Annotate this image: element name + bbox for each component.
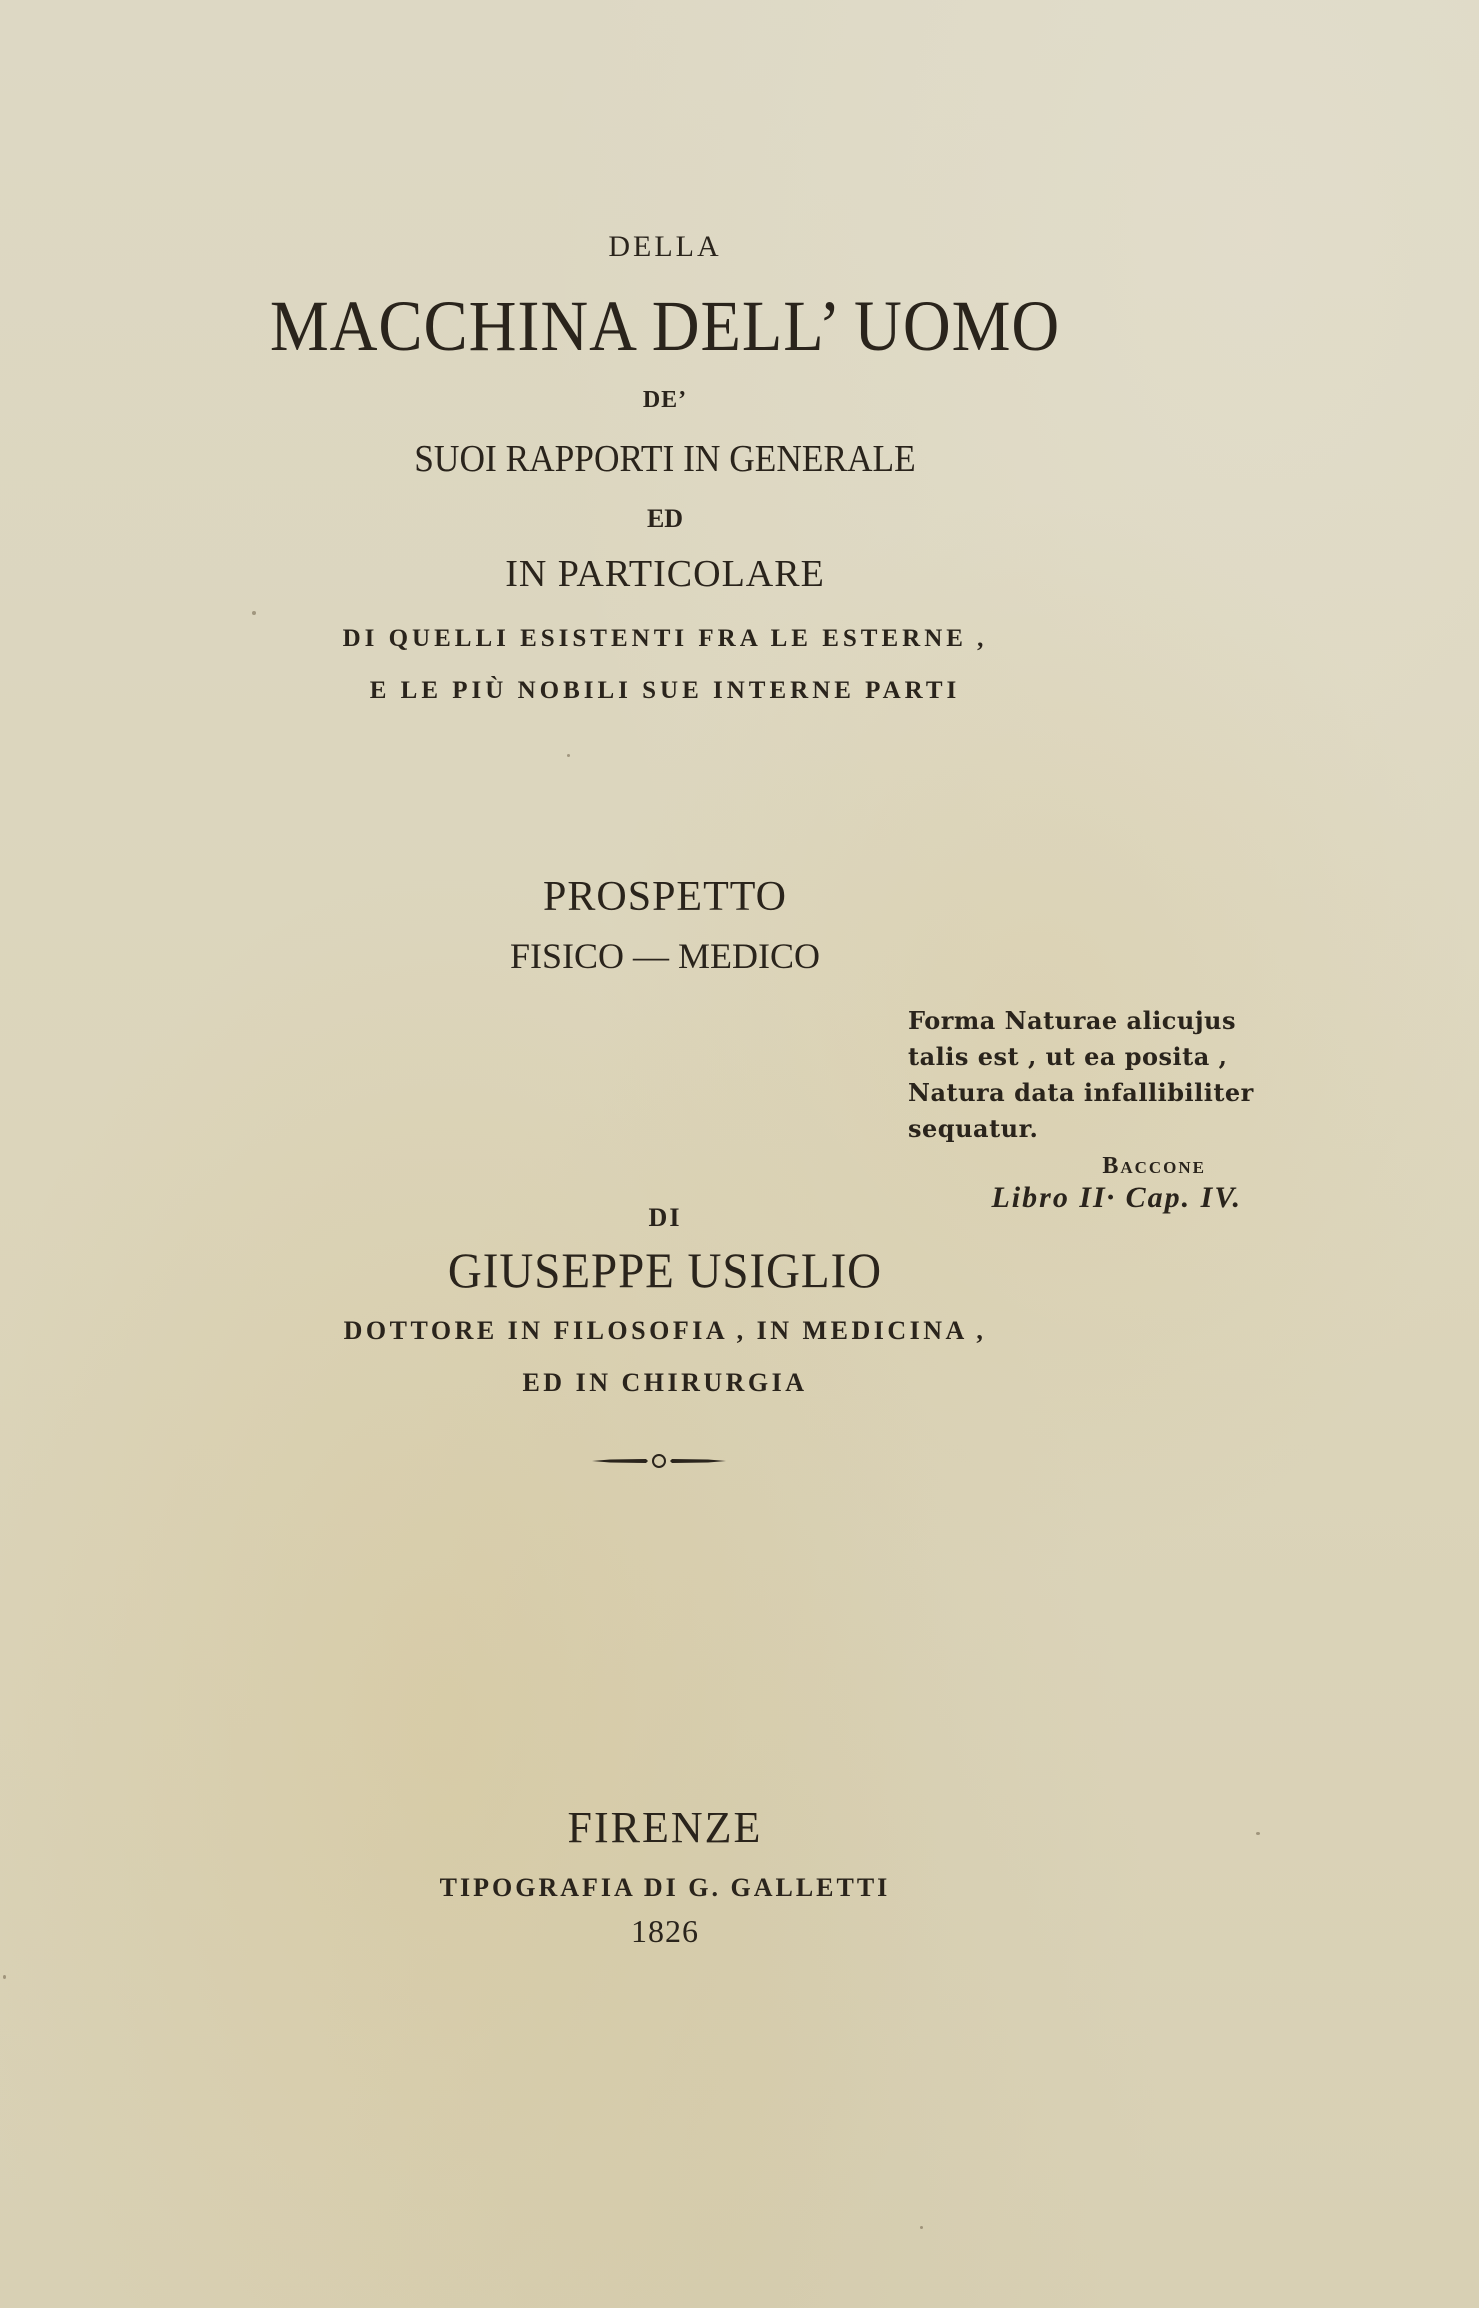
imprint-year: 1826	[631, 1913, 699, 1949]
rule-with-circle-ornament-icon	[590, 1452, 728, 1470]
imprint-city: FIRENZE	[567, 1803, 763, 1852]
paper-speck	[920, 2226, 923, 2229]
epigraph-line: Forma Naturae alicujus	[908, 1006, 1237, 1035]
author-credentials-line-1: DOTTORE IN FILOSOFIA , IN MEDICINA ,	[343, 1316, 987, 1345]
epigraph-line: Natura data infallibiliter	[908, 1078, 1254, 1107]
subtitle-line-3: DI QUELLI ESISTENTI FRA LE ESTERNE ,	[342, 625, 988, 652]
work-type: PROSPETTO	[543, 874, 787, 920]
epigraph-line: talis est , ut ea posita ,	[908, 1042, 1228, 1071]
author-credentials-line-2: ED IN CHIRURGIA	[522, 1368, 808, 1397]
main-title: MACCHINA DELL’ UOMO	[269, 286, 1061, 366]
connector-ed: ED	[646, 504, 684, 533]
paper-speck	[1256, 1832, 1260, 1835]
subtitle-line-2: IN PARTICOLARE	[505, 553, 825, 595]
epigraph-line: sequatur.	[908, 1114, 1039, 1143]
author-name: GIUSEPPE USIGLIO	[447, 1242, 883, 1298]
work-subtype: FISICO — MEDICO	[509, 936, 821, 976]
paper-speck	[567, 754, 570, 757]
paper-speck	[252, 611, 256, 615]
epigraph-reference: Libro II· Cap. IV.	[991, 1181, 1242, 1214]
epigraph-attribution: Baccone	[1102, 1153, 1206, 1179]
paper-speck	[3, 1975, 6, 1979]
epigraph	[908, 1003, 1254, 1215]
pre-title: DELLA	[608, 230, 722, 263]
subtitle-line-1: SUOI RAPPORTI IN GENERALE	[414, 438, 916, 480]
connector-de: DE’	[642, 387, 688, 413]
imprint-printer: TIPOGRAFIA DI G. GALLETTI	[439, 1873, 891, 1902]
by-label: DI	[648, 1203, 682, 1232]
subtitle-line-4: E LE PIÙ NOBILI SUE INTERNE PARTI	[369, 677, 961, 704]
